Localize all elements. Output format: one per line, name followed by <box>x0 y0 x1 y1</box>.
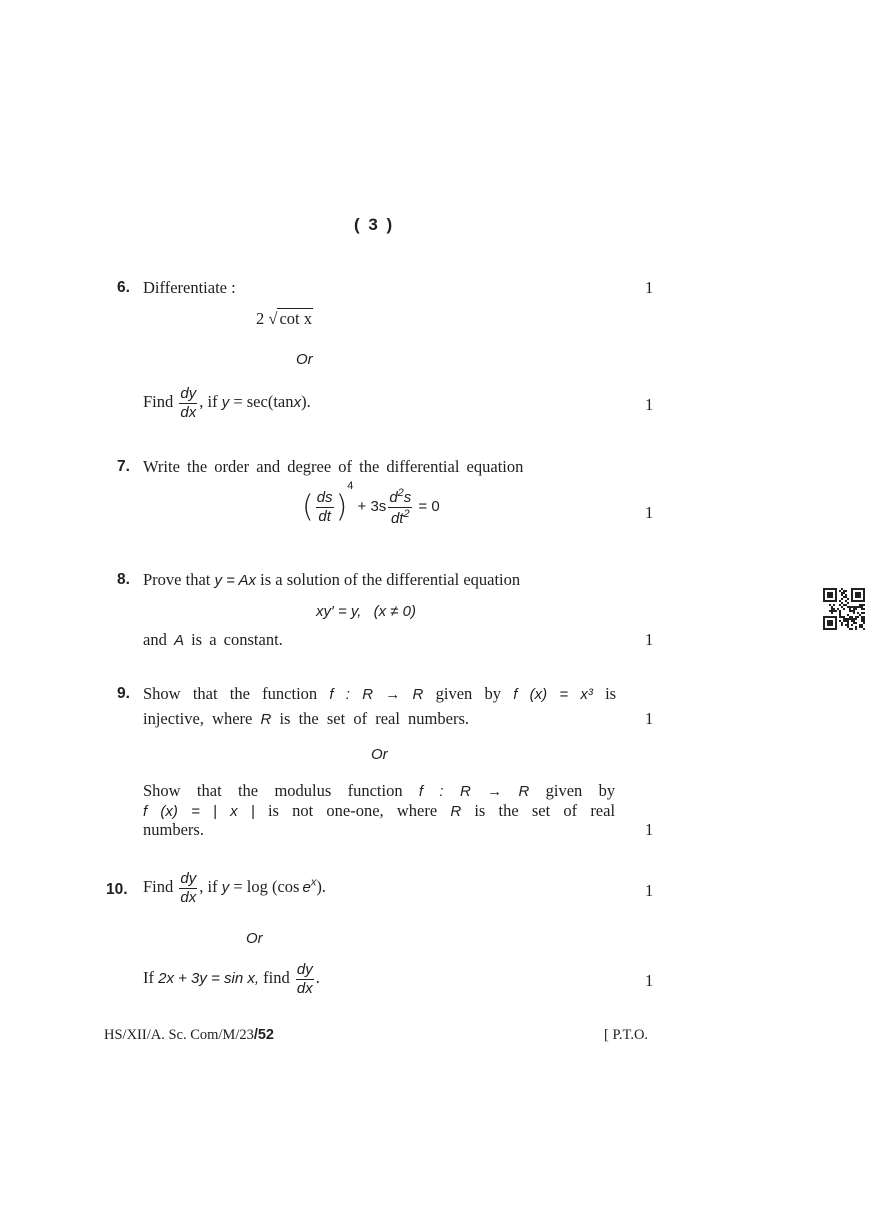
qr-module <box>839 620 841 622</box>
qr-module <box>841 616 843 618</box>
word: the <box>498 801 519 820</box>
question-number-7: 7. <box>117 458 130 475</box>
dy-dx-fraction <box>179 871 197 906</box>
word: Show <box>143 781 181 800</box>
qr-module <box>859 606 861 608</box>
qr-module <box>855 626 857 628</box>
q8-marks: 1 <box>645 630 654 649</box>
qr-module <box>849 608 851 610</box>
math-mapping: f : R → R <box>418 783 530 800</box>
word: by <box>484 684 501 703</box>
qr-module <box>863 628 865 630</box>
qr-module <box>847 602 849 604</box>
denominator: dx <box>180 403 197 421</box>
paper-code: HS/XII/A. Sc. Com/M/23 <box>104 1027 254 1043</box>
question-number-9: 9. <box>117 685 130 702</box>
word: not <box>292 801 314 820</box>
qr-module <box>827 592 833 598</box>
word: the <box>229 684 250 703</box>
q9-alt-line2 <box>143 803 615 820</box>
period: . <box>315 968 320 988</box>
var-A: A <box>173 632 184 649</box>
q10-alt-marks: 1 <box>645 971 654 990</box>
var-e: e <box>302 879 311 897</box>
qr-module <box>855 618 857 620</box>
qr-module <box>851 618 853 620</box>
qr-module <box>845 604 847 606</box>
word: real <box>590 801 616 820</box>
qr-module <box>845 620 847 622</box>
qr-module <box>837 608 839 610</box>
qr-code-icon <box>823 588 865 630</box>
qr-module <box>859 614 861 616</box>
qr-module <box>831 608 833 610</box>
qr-module <box>853 622 855 624</box>
word: set <box>531 801 551 820</box>
qr-module <box>855 592 861 598</box>
qr-module <box>849 616 851 618</box>
find-label: Find <box>143 877 174 897</box>
qr-module <box>845 600 847 602</box>
q9-alt-marks: 1 <box>645 820 654 839</box>
qr-module <box>855 616 857 618</box>
qr-module <box>853 620 855 622</box>
if-text: , if <box>199 392 218 412</box>
if-label: If <box>143 968 154 988</box>
log-cos: = log (cos <box>233 877 300 897</box>
footer-paper-code <box>104 1028 274 1043</box>
dt: dt <box>390 509 404 527</box>
find-label: find <box>263 968 290 988</box>
equation: 2x + 3y = sin x, <box>158 970 260 988</box>
qr-module <box>857 606 859 608</box>
word: given <box>545 781 583 800</box>
exponent: 4 <box>347 479 354 492</box>
qr-module <box>861 612 863 614</box>
sup-2: 2 <box>403 507 410 520</box>
equals-zero: = 0 <box>418 498 440 516</box>
qr-module <box>835 610 837 612</box>
qr-module <box>861 624 863 626</box>
and-text: and <box>143 630 167 649</box>
q9-marks: 1 <box>645 709 654 728</box>
q9-alt-line3: numbers. <box>143 820 204 839</box>
qr-module <box>841 598 843 600</box>
qr-module <box>843 592 845 594</box>
qr-module <box>847 622 849 624</box>
find-label: Find <box>143 392 174 412</box>
qr-module <box>841 602 843 604</box>
qr-module <box>853 610 855 612</box>
sec-tan: = sec(tan <box>233 392 294 412</box>
qr-module <box>845 624 847 626</box>
qr-module <box>839 616 841 618</box>
qr-module <box>839 614 841 616</box>
math-function: f (x) = x³ <box>513 686 593 703</box>
qr-module <box>863 618 865 620</box>
numerator: ds <box>316 489 333 506</box>
qr-module <box>841 592 843 594</box>
qr-module <box>847 620 849 622</box>
question-number-6: 6. <box>117 279 130 296</box>
text: injective, where <box>143 709 253 728</box>
q6-radicand <box>277 308 313 328</box>
footer-pto: [ P.T.O. <box>604 1027 649 1043</box>
var-x: x <box>293 394 302 412</box>
word: is <box>267 801 279 820</box>
prompt-end: is a solution of the differential equation <box>260 570 521 589</box>
qr-module <box>855 628 857 630</box>
qr-module <box>863 622 865 624</box>
left-paren: ( <box>302 489 314 525</box>
qr-module <box>851 606 853 608</box>
prompt-start: Prove that <box>143 570 211 589</box>
qr-module <box>839 610 841 612</box>
q7-marks: 1 <box>645 503 654 522</box>
sup-2: 2 <box>397 487 404 499</box>
numerator: dy <box>296 961 313 978</box>
qr-module <box>845 596 847 598</box>
qr-module <box>843 590 845 592</box>
d2s-dt2-fraction <box>388 488 412 527</box>
radical-sign: √ <box>268 309 278 328</box>
or-divider: Or <box>296 351 313 368</box>
word: is <box>474 801 486 820</box>
qr-module <box>845 590 847 592</box>
var-R: R <box>450 803 462 820</box>
qr-module <box>839 604 841 606</box>
qr-module <box>857 616 859 618</box>
text: is the set of real numbers. <box>279 709 470 728</box>
q10-prompt <box>143 871 326 906</box>
ds-dt-fraction <box>316 490 334 525</box>
qr-module <box>849 610 851 612</box>
q6-alt-marks: 1 <box>645 395 654 414</box>
qr-module <box>861 606 863 608</box>
qr-module <box>841 622 843 624</box>
word: by <box>598 781 616 800</box>
qr-module <box>833 610 835 612</box>
qr-module <box>847 624 849 626</box>
qr-module <box>843 604 845 606</box>
denominator: dx <box>180 888 197 906</box>
qr-module <box>843 596 845 598</box>
qr-module <box>855 606 857 608</box>
qr-module <box>847 626 849 628</box>
qr-module <box>847 614 849 616</box>
qr-module <box>849 618 851 620</box>
qr-module <box>841 606 843 608</box>
q8-equation <box>316 603 416 620</box>
numerator: dy <box>180 870 197 887</box>
qr-module <box>841 588 843 590</box>
qr-module <box>851 624 853 626</box>
qr-module <box>847 598 849 600</box>
qr-module <box>859 626 861 628</box>
q6-alternative <box>143 386 311 421</box>
word: function <box>262 684 318 703</box>
qr-module <box>839 590 841 592</box>
qr-module <box>851 620 853 622</box>
word: function <box>347 781 403 800</box>
denominator: dt <box>318 507 331 525</box>
q8-line2 <box>143 632 283 649</box>
qr-module <box>859 604 861 606</box>
qr-module <box>851 616 853 618</box>
q9-line2 <box>143 711 469 728</box>
math-mapping: f : R → R <box>329 686 424 703</box>
word: that <box>196 781 222 800</box>
word: of <box>563 801 578 820</box>
qr-module <box>853 618 855 620</box>
question-number-10: 10. <box>106 881 128 898</box>
qr-module <box>839 612 841 614</box>
var-y: y <box>221 394 230 412</box>
q10-marks: 1 <box>645 881 654 900</box>
if-text: , if <box>199 877 218 897</box>
qr-module <box>853 608 855 610</box>
qr-module <box>853 612 855 614</box>
q6-prompt: Differentiate : <box>143 278 236 297</box>
qr-module <box>833 608 835 610</box>
qr-module <box>841 594 843 596</box>
qr-module <box>839 600 841 602</box>
q6-coef: 2 <box>256 309 265 328</box>
right-paren: ) <box>335 489 348 525</box>
qr-module <box>831 612 833 614</box>
qr-module <box>861 620 863 622</box>
q6-expression <box>256 311 313 328</box>
qr-module <box>861 608 863 610</box>
qr-module <box>829 604 831 606</box>
qr-module <box>861 604 863 606</box>
dy-dx-fraction <box>179 386 197 421</box>
qr-module <box>827 620 833 626</box>
word: one-one, <box>326 801 384 820</box>
qr-module <box>831 606 833 608</box>
qr-module <box>861 618 863 620</box>
equation: xy′ = y, <box>316 603 362 620</box>
prompt-math: y = Ax <box>214 572 257 589</box>
denominator: dx <box>296 979 313 997</box>
page-number: ( 3 ) <box>354 215 393 234</box>
word: is <box>605 684 617 703</box>
close-paren: ). <box>301 392 311 412</box>
qr-module <box>863 620 865 622</box>
math-function: f (x) = | x | <box>143 803 255 820</box>
qr-module <box>849 606 851 608</box>
condition: (x ≠ 0) <box>373 603 416 620</box>
qr-module <box>863 616 865 618</box>
q7-prompt: Write the order and degree of the differential equation <box>143 457 524 476</box>
word: Show <box>143 684 181 703</box>
qr-module <box>851 628 853 630</box>
qr-module <box>861 626 863 628</box>
plus-3s: + 3s <box>357 498 387 516</box>
radicand-text: cot x <box>279 309 312 328</box>
or-divider: Or <box>246 930 263 947</box>
qr-module <box>843 608 845 610</box>
qr-module <box>855 608 857 610</box>
qr-module <box>849 628 851 630</box>
numerator: dy <box>180 385 197 402</box>
word: that <box>192 684 218 703</box>
q6-marks: 1 <box>645 278 654 297</box>
qr-module <box>863 604 865 606</box>
qr-module <box>841 624 843 626</box>
qr-module <box>847 606 849 608</box>
exponent-x: x <box>310 876 317 889</box>
s: s <box>403 489 412 506</box>
qr-module <box>859 624 861 626</box>
qr-module <box>843 618 845 620</box>
constant-text: is a constant. <box>191 630 283 649</box>
dy-dx-fraction <box>296 962 314 997</box>
word: given <box>435 684 473 703</box>
qr-module <box>833 604 835 606</box>
q7-equation <box>302 479 440 527</box>
qr-module <box>847 618 849 620</box>
var-R: R <box>260 711 272 728</box>
or-divider: Or <box>371 746 388 763</box>
qr-module <box>845 594 847 596</box>
q8-prompt <box>143 572 520 589</box>
d: d <box>389 489 398 506</box>
qr-module <box>845 618 847 620</box>
paper-code-number: /52 <box>253 1027 275 1043</box>
word: the <box>237 781 259 800</box>
qr-module <box>855 622 857 624</box>
qr-module <box>843 616 845 618</box>
qr-module <box>861 616 863 618</box>
word: modulus <box>274 781 332 800</box>
q10-alternative <box>143 962 320 997</box>
qr-module <box>829 610 831 612</box>
qr-module <box>857 612 859 614</box>
q9-alt-line1 <box>143 783 615 800</box>
qr-module <box>863 608 865 610</box>
word: where <box>396 801 438 820</box>
qr-module <box>831 610 833 612</box>
question-number-8: 8. <box>117 571 130 588</box>
var-y: y <box>221 879 230 897</box>
qr-module <box>843 620 845 622</box>
qr-module <box>853 606 855 608</box>
q9-line1 <box>143 686 616 703</box>
qr-module <box>851 610 853 612</box>
qr-module <box>863 612 865 614</box>
close-paren: ). <box>316 877 326 897</box>
